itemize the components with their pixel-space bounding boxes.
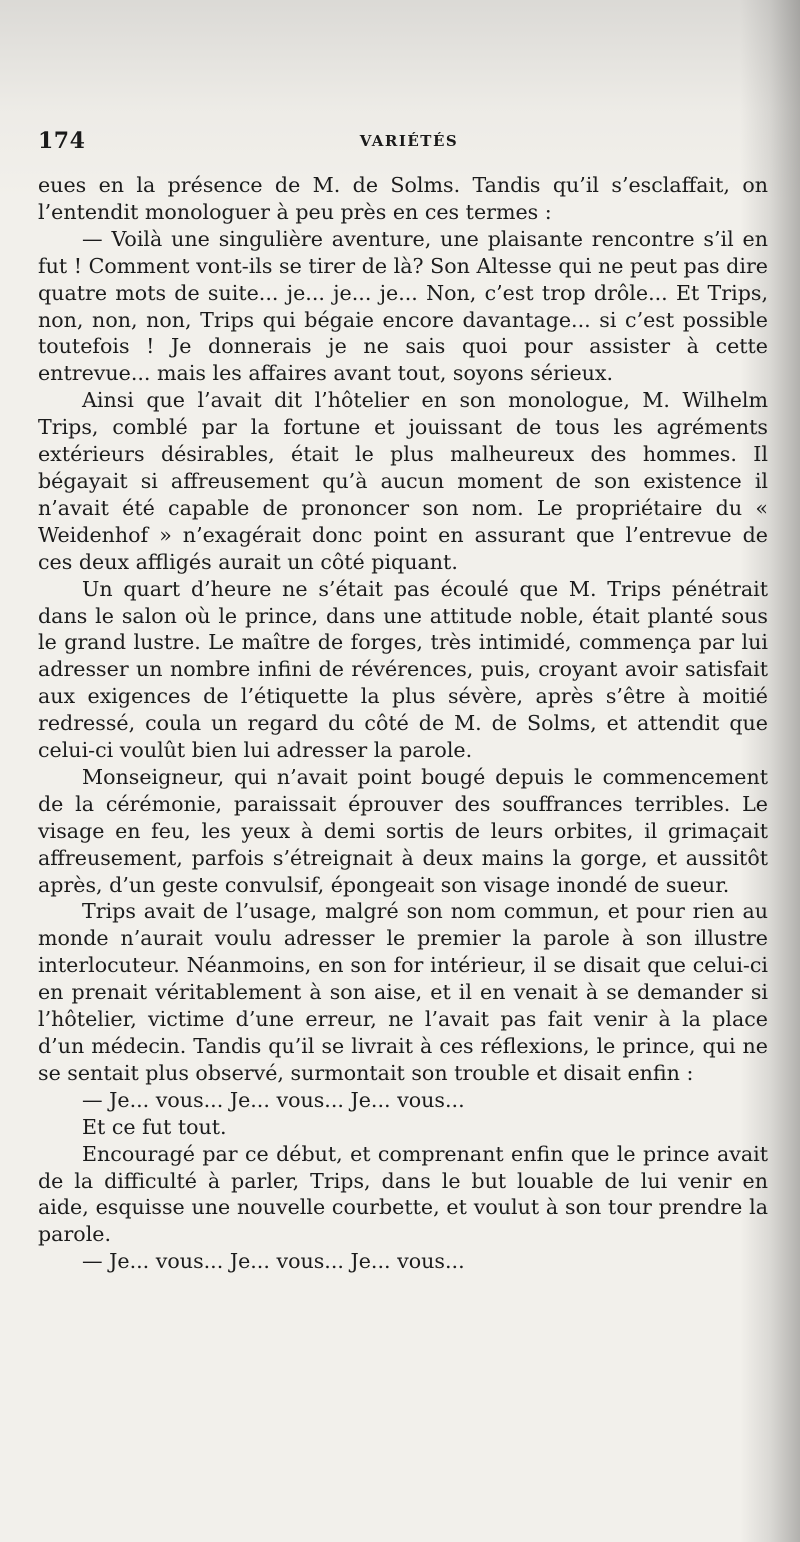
- body-text: [38, 172, 768, 1275]
- paragraph-3: Ainsi que l’avait dit l’hôtelier en son monologue, M. Wilhelm Trips, comblé par la fortune et jouissant de tous les agréments extérieurs désirables, était le plus malheureux des hommes. Il bégayait si affreusement qu’à aucun moment de son existence il n’avait été capable de prononcer son nom. Le propriétaire du « Weidenhof » n’exagérait donc point en assurant que l’entrevue de ces deux affligés aurait un côté piquant.: [38, 388, 768, 574]
- page-number: 174: [38, 128, 86, 154]
- paragraph-1: eues en la présence de M. de Solms. Tandis qu’il s’esclaffait, on l’entendit monologuer à peu près en ces termes :: [38, 173, 768, 224]
- paragraph-9: Encouragé par ce début, et comprenant enfin que le prince avait de la difficulté à parler, Trips, dans le but louable de lui venir en aide, esquisse une nouvelle courbette, et voulut à son tour prendre la parole.: [38, 1141, 768, 1247]
- page-header: [38, 128, 780, 162]
- running-head: VARIÉTÉS: [359, 132, 459, 150]
- paragraph-5: Monseigneur, qui n’avait point bougé depuis le commencement de la cérémonie, paraissait éprouver des souffrances terribles. Le visage en feu, les yeux à demi sortis de leurs orbites, il grimaçait affreusement, parfois s’étreignait à deux mains la gorge, et aussitôt après, d’un geste convulsif, épongeait son visage inondé de sueur.: [38, 764, 768, 897]
- paragraph-8: Et ce fut tout.: [82, 1114, 227, 1139]
- paragraph-7: — Je... vous... Je... vous... Je... vous...: [82, 1087, 465, 1112]
- paragraph-4: Un quart d’heure ne s’était pas écoulé que M. Trips pénétrait dans le salon où le prince, dans une attitude noble, était planté sous le grand lustre. Le maître de forges, très intimidé, commença par lui adresser un nombre infini de révérences, puis, croyant avoir satisfait aux exigences de l’étiquette la plus sévère, après s’être à moitié redressé, coula un regard du côté de M. de Solms, et attendit que celui-ci voulût bien lui adresser la parole.: [38, 576, 768, 763]
- paragraph-2: — Voilà une singulière aventure, une plaisante rencontre s’il en fut ! Comment vont-ils se tirer de là? Son Altesse qui ne peut pas dire quatre mots de suite... je... je... je... Non, c’est trop drôle... Et Trips, non, non, non, Trips qui bégaie encore davantage... si c’est possible toutefois ! Je donnerais je ne sais quoi pour assister à cette entrevue... mais les affaires avant tout, soyons sérieux.: [38, 226, 768, 386]
- paragraph-6: Trips avait de l’usage, malgré son nom commun, et pour rien au monde n’aurait voulu adresser le premier la parole à son illustre interlocuteur. Néanmoins, en son for intérieur, il se disait que celui-ci en prenait véritablement à son aise, et il en venait à se demander si l’hôtelier, victime d’une erreur, ne l’avait pas fait venir à la place d’un médecin. Tandis qu’il se livrait à ces réflexions, le prince, qui ne se sentait plus observé, surmontait son trouble et disait enfin :: [38, 899, 768, 1085]
- paragraph-10: — Je... vous... Je... vous... Je... vous...: [82, 1249, 465, 1274]
